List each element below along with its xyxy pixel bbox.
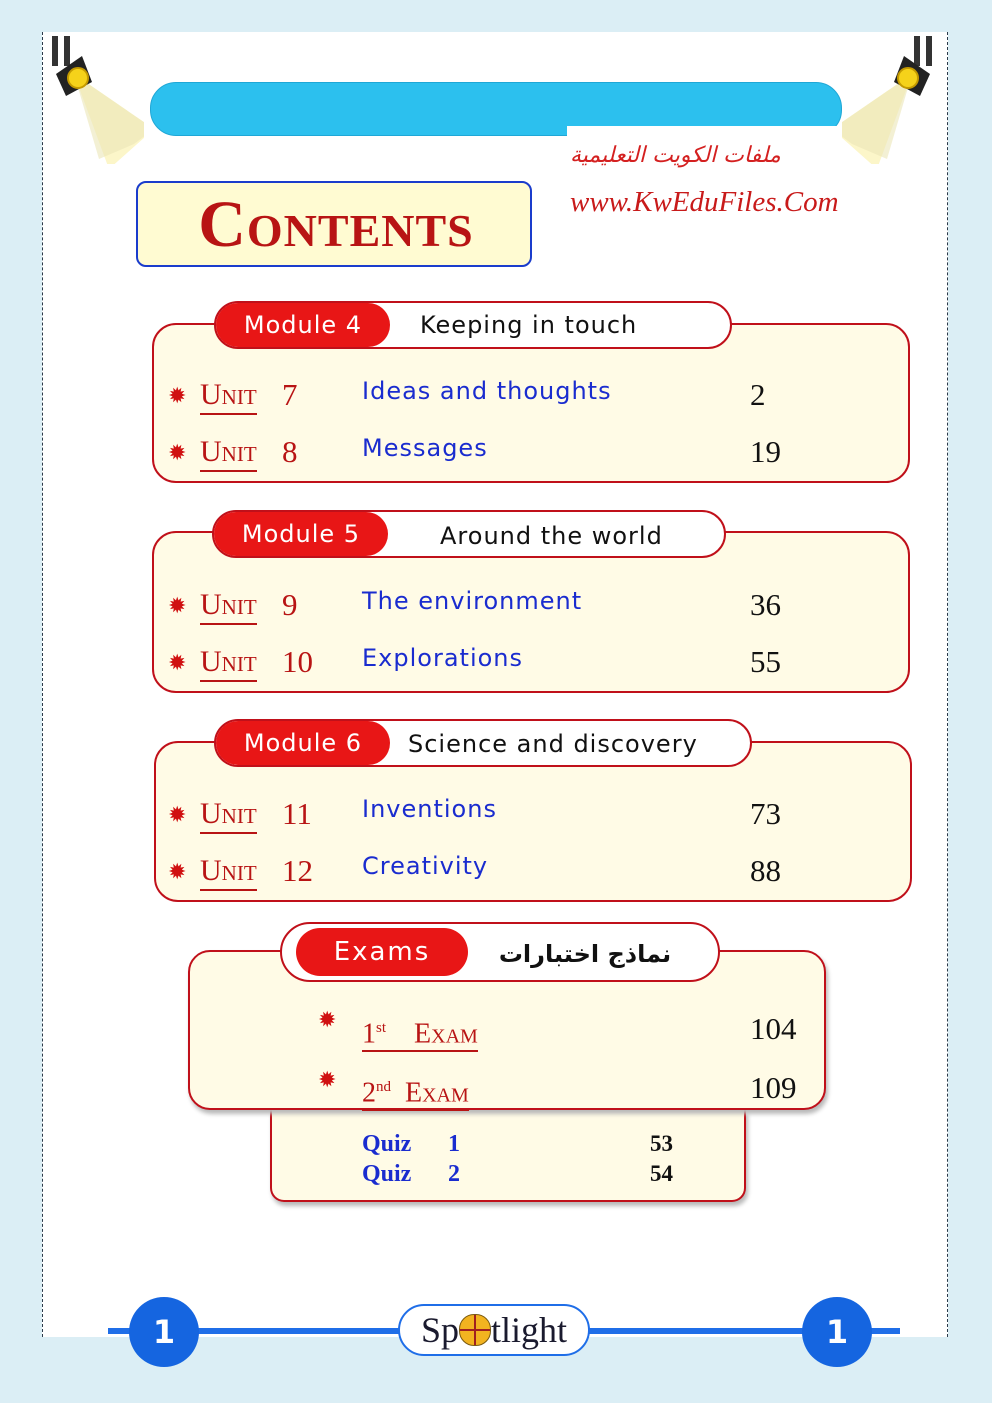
unit-number: 10 xyxy=(282,644,313,679)
quiz-number: 1 xyxy=(448,1131,460,1157)
unit-title-link[interactable]: Ideas and thoughts xyxy=(362,377,612,405)
unit-word: Unit xyxy=(200,378,257,415)
footer-page-number-right: 1 xyxy=(802,1297,872,1367)
unit-title-link[interactable]: Messages xyxy=(362,434,488,462)
page-number: 109 xyxy=(750,1070,797,1105)
site-url-link[interactable]: www.KwEduFiles.Com xyxy=(570,186,839,218)
page-number: 19 xyxy=(750,434,781,469)
exam-suffix: nd xyxy=(376,1079,391,1095)
unit-number: 12 xyxy=(282,853,313,888)
page-number: 88 xyxy=(750,853,781,888)
page-number: 53 xyxy=(650,1131,673,1156)
star-burst-icon: ✹ xyxy=(318,1068,337,1093)
exam-ordinal: 2 xyxy=(362,1077,376,1109)
arabic-site-name: ملفات الكويت التعليمية xyxy=(570,143,781,168)
unit-title-link[interactable]: Explorations xyxy=(362,644,524,672)
star-burst-icon: ✹ xyxy=(168,860,187,885)
page-number: 36 xyxy=(750,587,781,622)
exam-suffix: st xyxy=(376,1020,387,1036)
unit-number: 8 xyxy=(282,434,298,469)
star-burst-icon: ✹ xyxy=(168,803,187,828)
page-number: 54 xyxy=(650,1161,673,1186)
module-title: Keeping in touch xyxy=(420,311,638,339)
spotlight-logo xyxy=(398,1304,590,1356)
spotlight-left-icon xyxy=(44,34,144,164)
module-label: Module 4 xyxy=(216,303,390,347)
exam-link[interactable] xyxy=(362,1071,469,1111)
star-burst-icon: ✹ xyxy=(318,1008,337,1033)
unit-title-link[interactable]: Creativity xyxy=(362,852,489,880)
unit-title-link[interactable]: The environment xyxy=(362,587,583,615)
exam-ordinal: 1 xyxy=(362,1018,376,1050)
page-number: 2 xyxy=(750,377,766,412)
star-burst-icon: ✹ xyxy=(168,651,187,676)
logo-text-left: Sp xyxy=(420,1310,459,1350)
exams-label: Exams xyxy=(296,928,468,976)
spotlight-right-icon xyxy=(842,34,942,164)
quiz-panel xyxy=(270,1110,746,1202)
module-title: Around the world xyxy=(440,522,663,550)
page-number: 55 xyxy=(750,644,781,679)
logo-text xyxy=(400,1306,588,1354)
unit-word: Unit xyxy=(200,645,257,682)
page-title: Contents xyxy=(198,188,474,261)
star-burst-icon: ✹ xyxy=(168,384,187,409)
page-number: 73 xyxy=(750,796,781,831)
quiz-number: 2 xyxy=(448,1161,460,1187)
module-label: Module 6 xyxy=(216,721,390,765)
contents-title-box xyxy=(136,181,532,267)
star-burst-icon: ✹ xyxy=(168,594,187,619)
quiz-label: Quiz xyxy=(362,1161,412,1187)
unit-number: 11 xyxy=(282,796,312,831)
exam-link[interactable] xyxy=(362,1012,478,1052)
exam-word: Exam xyxy=(414,1018,478,1050)
footer-page-number-left: 1 xyxy=(129,1297,199,1367)
page-number: 104 xyxy=(750,1011,797,1046)
unit-word: Unit xyxy=(200,588,257,625)
quiz-label: Quiz xyxy=(362,1131,412,1157)
unit-word: Unit xyxy=(200,797,257,834)
exam-word: Exam xyxy=(405,1077,469,1109)
unit-title-link[interactable]: Inventions xyxy=(362,795,497,823)
module-title: Science and discovery xyxy=(408,730,698,758)
logo-text-right: tlight xyxy=(491,1310,568,1350)
star-burst-icon: ✹ xyxy=(168,441,187,466)
header-banner-gap xyxy=(567,126,840,140)
unit-word: Unit xyxy=(200,435,257,472)
spotlight-o-icon xyxy=(459,1314,491,1346)
unit-word: Unit xyxy=(200,854,257,891)
unit-number: 7 xyxy=(282,377,298,412)
unit-number: 9 xyxy=(282,587,298,622)
exams-arabic-title: نماذج اختبارات xyxy=(498,940,672,968)
module-label: Module 5 xyxy=(214,512,388,556)
